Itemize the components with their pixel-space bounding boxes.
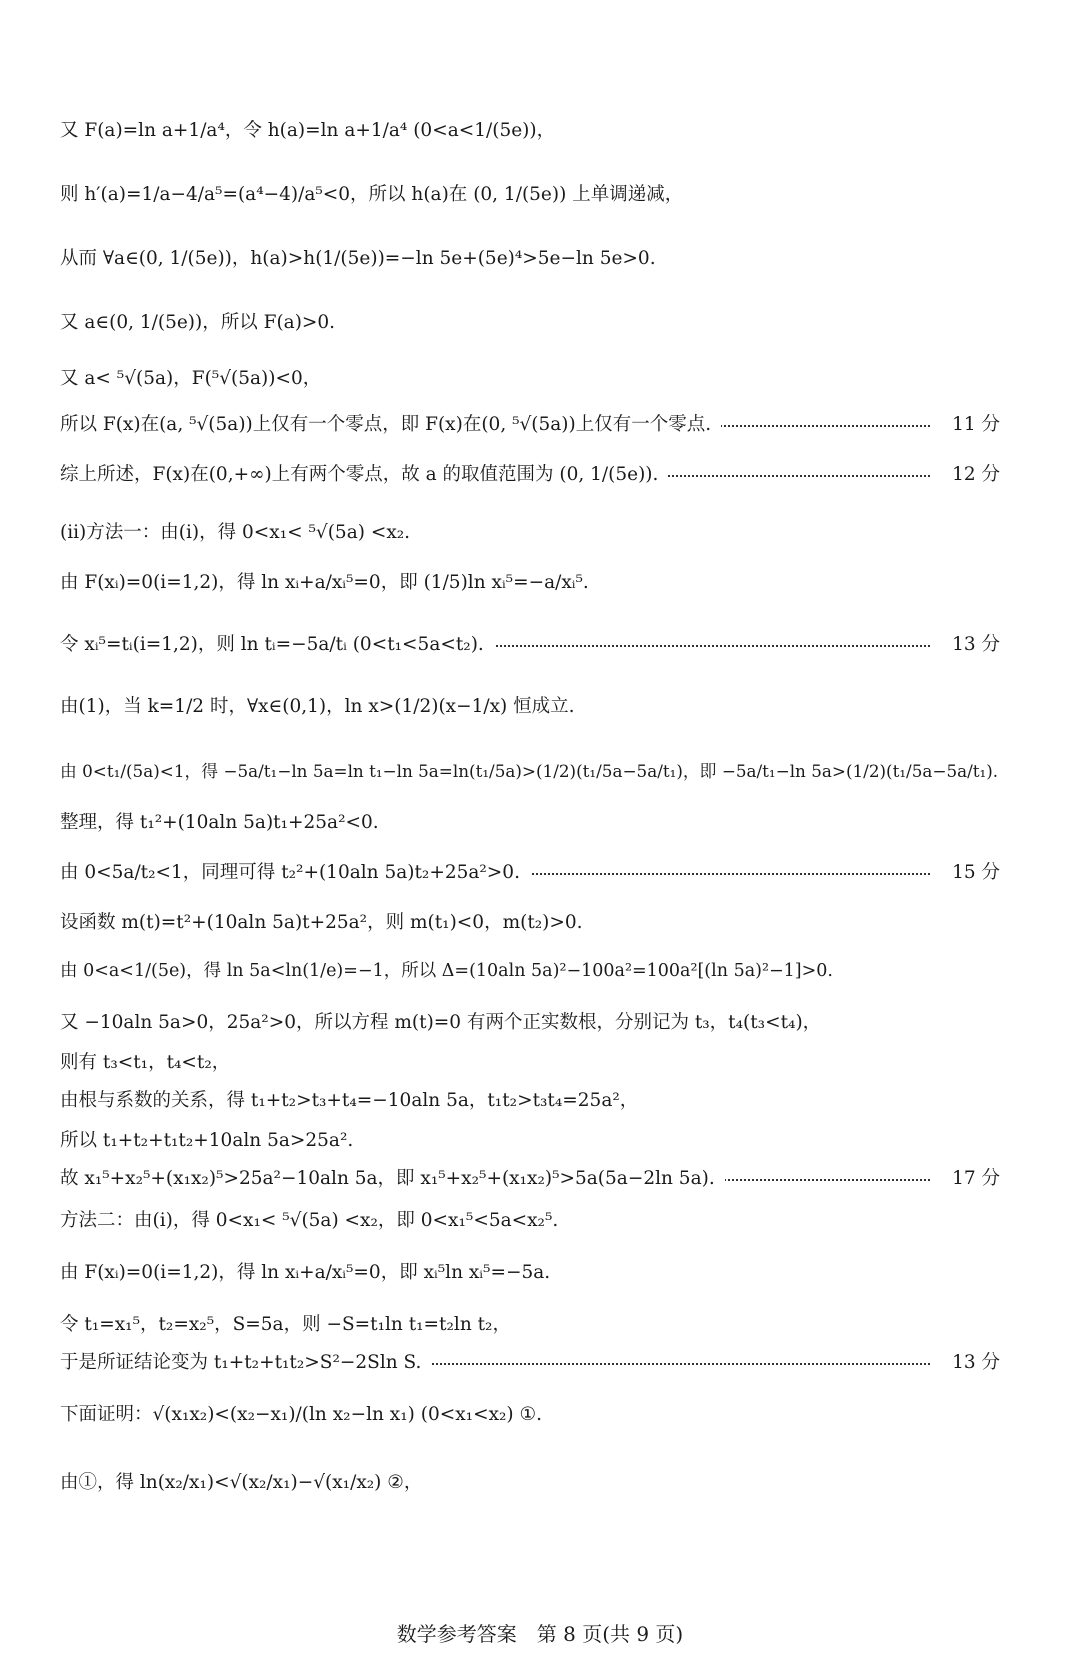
line-text: 故 x₁⁵+x₂⁵+(x₁x₂)⁵>25a²−10aln 5a，即 x₁⁵+x₂⁵+(x₁x₂)⁵>5a(5a−2ln 5a). xyxy=(60,1166,725,1192)
answer-line xyxy=(60,958,1000,984)
answer-line xyxy=(60,810,1000,836)
answer-line-scored xyxy=(60,462,1000,488)
line-text: 由①，得 ln(x₂/x₁)<√(x₂/x₁)−√(x₁/x₂) ②， xyxy=(60,1472,423,1493)
line-text: 由 0<t₁/(5a)<1，得 −5a/t₁−ln 5a=ln t₁−ln 5a=ln(t₁/5a)>(1/2)(t₁/5a−5a/t₁)，即 −5a/t₁−ln 5a>(1/2)(t₁/5a−5a/t₁). xyxy=(60,761,999,781)
answer-line xyxy=(60,1312,1000,1338)
answer-line-scored xyxy=(60,1166,1000,1192)
answer-line xyxy=(60,520,1000,546)
score-label: 13 分 xyxy=(952,634,1000,655)
line-text: 又 −10aln 5a>0，25a²>0，所以方程 m(t)=0 有两个正实数根，分别记为 t₃，t₄(t₃<t₄)， xyxy=(60,1012,822,1033)
answer-line xyxy=(60,1402,1000,1428)
line-text: 所以 t₁+t₂+t₁t₂+10aln 5a>25a². xyxy=(60,1130,354,1151)
answer-line xyxy=(60,570,1000,596)
line-text: 下面证明：√(x₁x₂)<(x₂−x₁)/(ln x₂−ln x₁) (0<x₁<x₂) ①. xyxy=(60,1404,542,1425)
line-text: 由 0<a<1/(5e)，得 ln 5a<ln(1/e)=−1，所以 Δ=(10aln 5a)²−100a²=100a²[(ln 5a)²−1]>0. xyxy=(60,961,833,981)
line-text: 于是所证结论变为 t₁+t₂+t₁t₂>S²−2Sln S. xyxy=(60,1350,431,1376)
answer-line-scored xyxy=(60,632,1000,658)
answer-line xyxy=(60,182,1000,208)
line-text: 整理，得 t₁²+(10aln 5a)t₁+25a²<0. xyxy=(60,812,379,833)
line-text: 又 a∈(0, 1/(5e))，所以 F(a)>0. xyxy=(60,312,336,333)
line-text: 令 xᵢ⁵=tᵢ(i=1,2)，则 ln tᵢ=−5a/tᵢ (0<t₁<5a<t₂). xyxy=(60,632,494,658)
page-footer: 数学参考答案 第 8 页(共 9 页) xyxy=(396,1622,684,1646)
score-label: 12 分 xyxy=(952,464,1000,485)
answer-line xyxy=(60,694,1000,720)
line-text: 令 t₁=x₁⁵，t₂=x₂⁵，S=5a，则 −S=t₁ln t₁=t₂ln t₂， xyxy=(60,1314,511,1335)
line-text: 则有 t₃<t₁，t₄<t₂， xyxy=(60,1052,231,1073)
line-text: 设函数 m(t)=t²+(10aln 5a)t+25a²，则 m(t₁)<0，m(t₂)>0. xyxy=(60,912,583,933)
score-label: 11 分 xyxy=(952,414,1000,435)
line-text: 方法二：由(i)，得 0<x₁< ⁵√(5a) <x₂，即 0<x₁⁵<5a<x₂⁵. xyxy=(60,1210,559,1231)
answer-line xyxy=(60,118,1000,144)
line-text: 所以 F(x)在(a, ⁵√(5a))上仅有一个零点，即 F(x)在(0, ⁵√(5a))上仅有一个零点. xyxy=(60,412,721,438)
line-text: 综上所述，F(x)在(0,+∞)上有两个零点，故 a 的取值范围为 (0, 1/(5e)). xyxy=(60,462,668,488)
line-text: 由根与系数的关系，得 t₁+t₂>t₃+t₄=−10aln 5a，t₁t₂>t₃t₄=25a²， xyxy=(60,1090,639,1111)
answer-line xyxy=(60,246,1000,272)
line-text: 则 h′(a)=1/a−4/a⁵=(a⁴−4)/a⁵<0，所以 h(a)在 (0, 1/(5e)) 上单调递减， xyxy=(60,184,684,205)
line-text: 由 F(xᵢ)=0(i=1,2)，得 ln xᵢ+a/xᵢ⁵=0，即 (1/5)ln xᵢ⁵=−a/xᵢ⁵. xyxy=(60,572,589,593)
answer-line xyxy=(60,310,1000,336)
answer-line xyxy=(60,1208,1000,1234)
answer-line xyxy=(60,910,1000,936)
answer-line-scored xyxy=(60,860,1000,886)
score-label: 13 分 xyxy=(952,1352,1000,1373)
answer-line xyxy=(60,1260,1000,1286)
answer-line xyxy=(60,1010,1000,1036)
line-text: 又 a< ⁵√(5a)，F(⁵√(5a))<0， xyxy=(60,368,322,389)
score-label: 15 分 xyxy=(952,862,1000,883)
line-text: 由 0<5a/t₂<1，同理可得 t₂²+(10aln 5a)t₂+25a²>0. xyxy=(60,860,530,886)
answer-line xyxy=(60,1470,1000,1496)
answer-line xyxy=(60,1050,1000,1076)
answer-line-scored xyxy=(60,1350,1000,1376)
answer-line xyxy=(60,1128,1000,1154)
line-text: 由(1)，当 k=1/2 时，∀x∈(0,1)，ln x>(1/2)(x−1/x) 恒成立. xyxy=(60,696,575,717)
line-text: (ii)方法一：由(i)，得 0<x₁< ⁵√(5a) <x₂. xyxy=(60,522,411,543)
line-text: 由 F(xᵢ)=0(i=1,2)，得 ln xᵢ+a/xᵢ⁵=0，即 xᵢ⁵ln xᵢ⁵=−5a. xyxy=(60,1262,551,1283)
score-label: 17 分 xyxy=(952,1168,1000,1189)
answer-line xyxy=(60,366,1000,392)
line-text: 又 F(a)=ln a+1/a⁴，令 h(a)=ln a+1/a⁴ (0<a<1/(5e))， xyxy=(60,120,556,141)
line-text: 从而 ∀a∈(0, 1/(5e))，h(a)>h(1/(5e))=−ln 5e+(5e)⁴>5e−ln 5e>0. xyxy=(60,248,656,269)
answer-line xyxy=(60,1088,1000,1114)
answer-line xyxy=(60,758,1000,784)
answer-line-scored xyxy=(60,412,1000,438)
